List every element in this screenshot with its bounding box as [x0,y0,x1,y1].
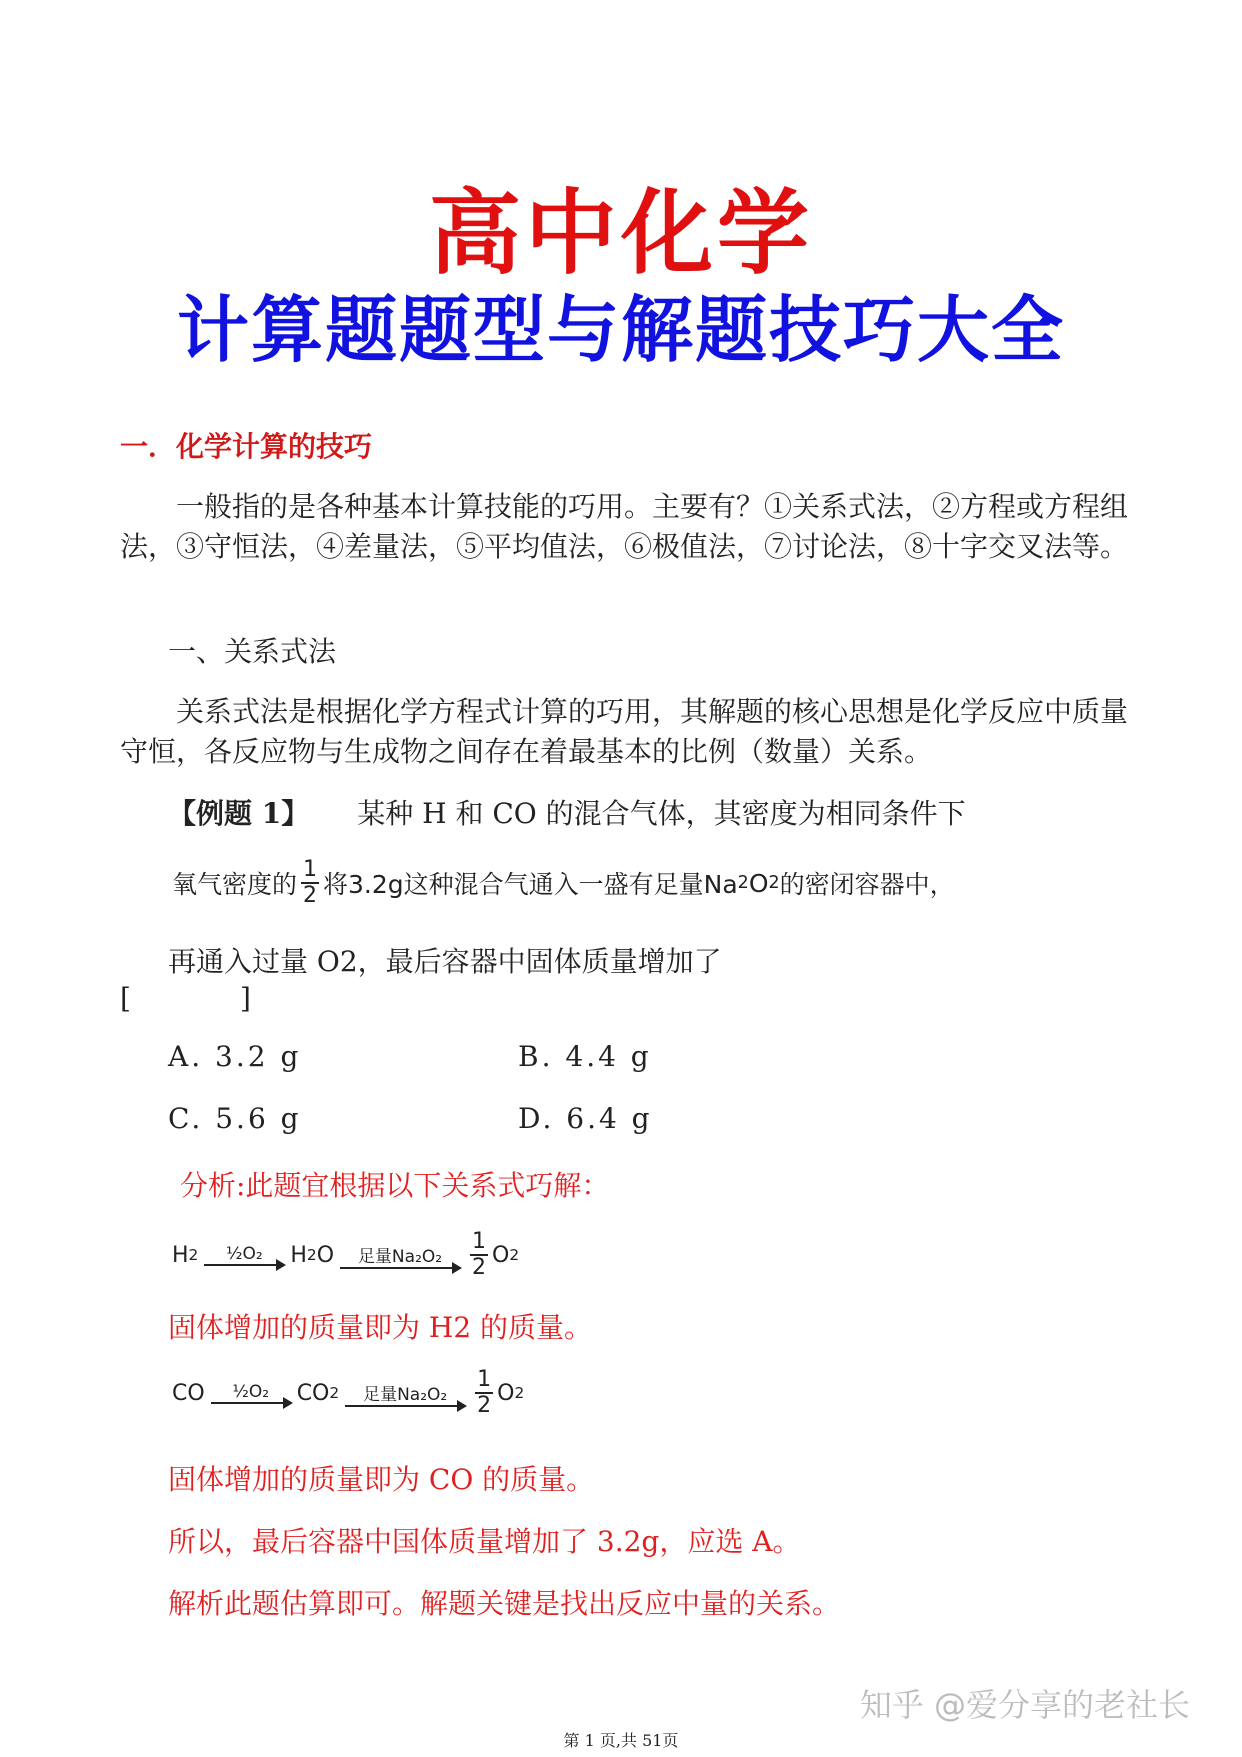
fraction-denominator: 2 [303,883,318,908]
eq1-product: O [492,1242,510,1268]
option-a: A. 3.2 g [168,1040,302,1073]
document-subtitle: 计算题题型与解题技巧大全 [176,288,1065,372]
fig-text-b: 将3.2g这种混合气通入一盛有足量Na [323,870,738,899]
example-figure-line [172,858,955,908]
option-c: C. 5.6 g [168,1102,302,1135]
arrow-label: ½O₂ [232,1382,270,1402]
eq1-mid-tail: O [316,1242,335,1268]
fraction [470,1230,488,1280]
fraction-numerator: 1 [477,1367,492,1392]
eq1-mid: H [290,1242,307,1268]
fraction-denominator: 2 [472,1255,487,1280]
arrow-shaft [340,1267,460,1269]
analysis-line-4: 解析此题估算即可。解题关键是找出反应中量的关系。 [168,1587,841,1620]
example-stem-text: 某种 H 和 CO 的混合气体，其密度为相同条件下 [357,797,966,830]
eq1-reactant: H [172,1242,189,1268]
watermark: 知乎 @爱分享的老社长 [859,1686,1190,1724]
reaction-arrow [345,1380,465,1407]
arrow-shaft [211,1402,291,1404]
arrow-shaft [204,1264,284,1266]
fig-subscript: 2 [737,873,749,893]
reaction-arrow [340,1242,460,1269]
method-paragraph [120,692,1140,772]
answer-bracket-close: ] [240,982,251,1015]
fig-text-c: O [748,868,769,898]
intro-paragraph [120,487,1140,567]
eq2-mid-sub: 2 [329,1384,340,1402]
sub-heading: 一、关系式法 [168,635,337,668]
document-title: 高中化学 [428,180,813,287]
reaction-equation-2 [172,1368,524,1418]
page-footer: 第 1 页,共 51页 [563,1731,679,1750]
eq1-reactant-sub: 2 [188,1246,199,1264]
eq2-reactant: CO [172,1380,205,1406]
fig-text-d: 的密闭容器中， [779,870,955,899]
fraction-denominator: 2 [477,1393,492,1418]
eq1-product-sub: 2 [509,1246,520,1264]
eq2-mid: CO [296,1380,330,1406]
option-b: B. 4.4 g [518,1040,652,1073]
option-d: D. 6.4 g [518,1102,653,1135]
eq1-mid-sub: 2 [306,1246,317,1264]
fraction [301,858,319,908]
fig-text-a: 氧气密度的 [172,870,298,899]
arrow-shaft [345,1405,465,1407]
analysis-line-3: 所以，最后容器中国体质量增加了 3.2g，应选 A。 [168,1525,801,1558]
analysis-line-1: 固体增加的质量即为 H2 的质量。 [168,1311,593,1344]
section-heading: 一．化学计算的技巧 [120,430,373,463]
analysis-line-2: 固体增加的质量即为 CO 的质量。 [168,1463,595,1496]
example-stem [168,792,966,832]
fraction-numerator: 1 [472,1229,487,1254]
reaction-arrow [204,1244,284,1266]
eq2-product-sub: 2 [514,1384,525,1402]
reaction-equation-1 [172,1230,519,1280]
answer-bracket-open: [ [120,982,131,1015]
example-label: 【例题 1】 [168,797,310,830]
intro-text: 一般指的是各种基本计算技能的巧用。主要有？①关系式法，②方程或方程组法，③守恒法，④差量法，⑤平均值法，⑥极值法，⑦讨论法，⑧十字交叉法等。 [120,490,1129,563]
analysis-intro: 分析:此题宜根据以下关系式巧解： [180,1169,610,1202]
method-text: 关系式法是根据化学方程式计算的巧用，其解题的核心思想是化学反应中质量守恒，各反应物与生成物之间存在着最基本的比例（数量）关系。 [120,695,1129,768]
fig-subscript: 2 [768,873,780,893]
fraction [475,1368,493,1418]
arrow-label: ½O₂ [226,1244,263,1264]
arrow-label: 足量Na₂O₂ [357,1246,443,1267]
reaction-arrow [211,1382,291,1404]
example-continue: 再通入过量 O2，最后容器中固体质量增加了 [168,945,722,978]
eq2-product: O [497,1380,515,1406]
arrow-label: 足量Na₂O₂ [363,1384,448,1405]
fraction-numerator: 1 [303,857,318,882]
